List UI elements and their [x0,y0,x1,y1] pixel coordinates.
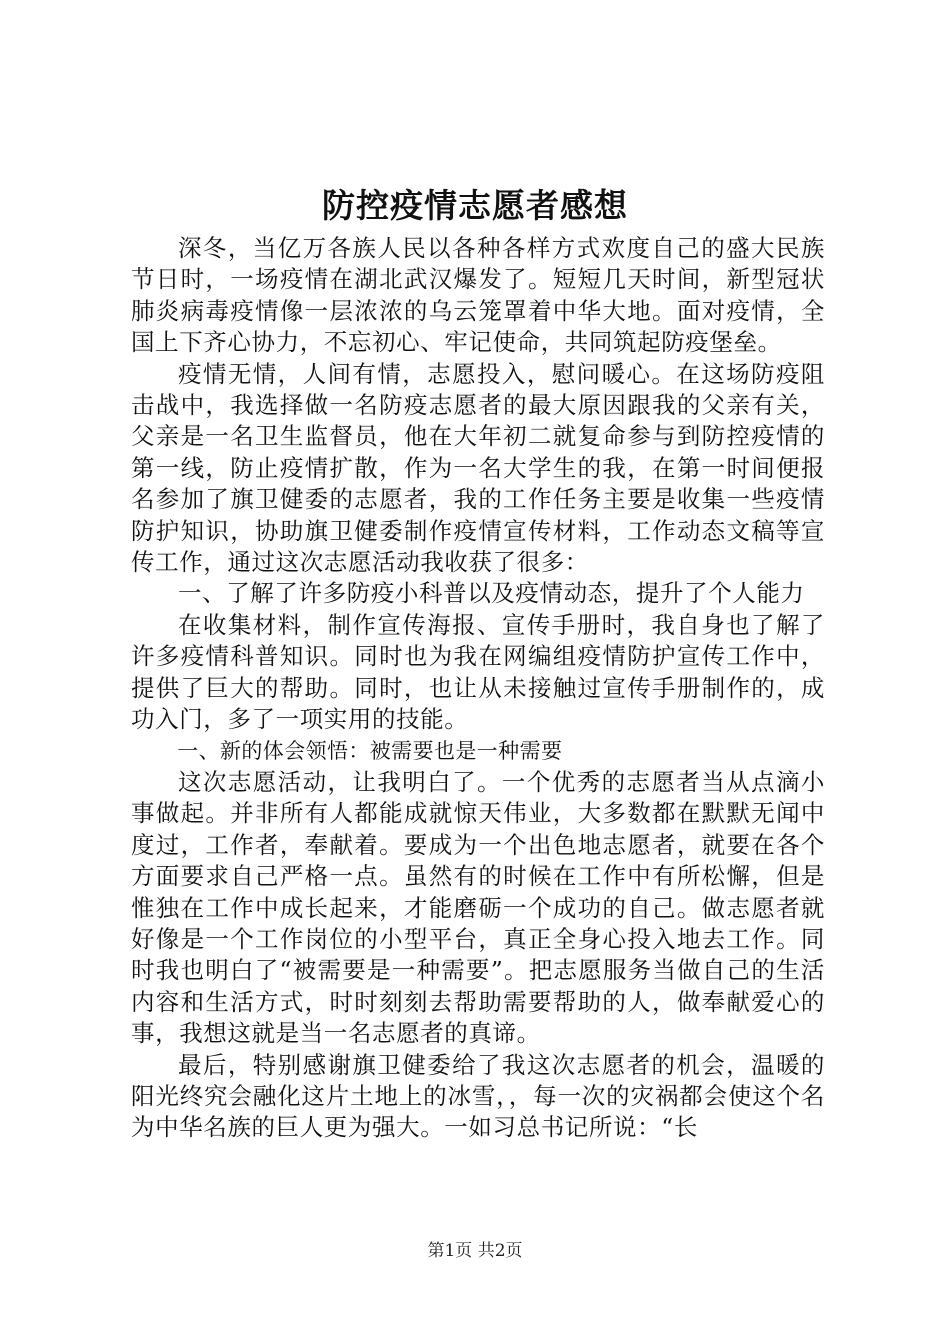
paragraph-intro: 深冬，当亿万各族人民以各种各样方式欢度自己的盛大民族节日时，一场疫情在湖北武汉爆发了。短短几天时间，新型冠状肺炎病毒疫情像一层浓浓的乌云笼罩着中华大地。面对疫情，全国上下齐心协力，不忘初心、牢记使命，共同筑起防疫堡垒。 [131,234,825,357]
section-heading-1: 一、了解了许多防疫小科普以及疫情动态，提升了个人能力 [178,579,805,608]
section-heading-2: 一、新的体会领悟：被需要也是一种需要 [177,738,563,763]
paragraph-closing: 最后，特别感谢旗卫健委给了我这次志愿者的机会，温暖的阳光终究会融化这片土地上的冰雪，，每一次的灾祸都会使这个名为中华名族的巨人更为强大。一如习总书记所说：“长 [131,1050,825,1142]
page-number-footer: 第1页 共2页 [427,1241,523,1261]
paragraph-materials: 在收集材料，制作宣传海报、宣传手册时，我自身也了解了许多疫情科普知识。同时也为我在网编组疫情防护宣传工作中，提供了巨大的帮助。同时，也让从未接触过宣传手册制作的，成功入门，多了一项实用的技能。 [131,610,825,734]
paragraph-reflection: 这次志愿活动，让我明白了。一个优秀的志愿者当从点滴小事做起。并非所有人都能成就惊天伟业，大多数都在默默无闻中度过，工作者，奉献着。要成为一个出色地志愿者，就要在各个方面要求自己严格一点。虽然有的时候在工作中有所松懈，但是惟独在工作中成长起来，才能磨砺一个成功的自己。做志愿者就好像是一个工作岗位的小型平台，真正全身心投入地去工作。同时我也明白了“被需要是一种需要”。把志愿服务当做自己的生活内容和生活方式，时时刻刻去帮助需要帮助的人，做奉献爱心的事，我想这就是当一名志愿者的真谛。 [131,767,825,1048]
document-body [131,233,825,1144]
document-title: 防控疫情志愿者感想 [322,186,628,225]
paragraph-motivation: 疫情无情，人间有情，志愿投入，慰问暖心。在这场防疫阻击战中，我选择做一名防疫志愿者的最大原因跟我的父亲有关，父亲是一名卫生监督员，他在大年初二就复命参与到防控疫情的第一线，防止疫情扩散，作为一名大学生的我，在第一时间便报名参加了旗卫健委的志愿者，我的工作任务主要是收集一些疫情防护知识，协助旗卫健委制作疫情宣传材料，工作动态文稿等宣传工作，通过这次志愿活动我收获了很多： [131,359,825,577]
